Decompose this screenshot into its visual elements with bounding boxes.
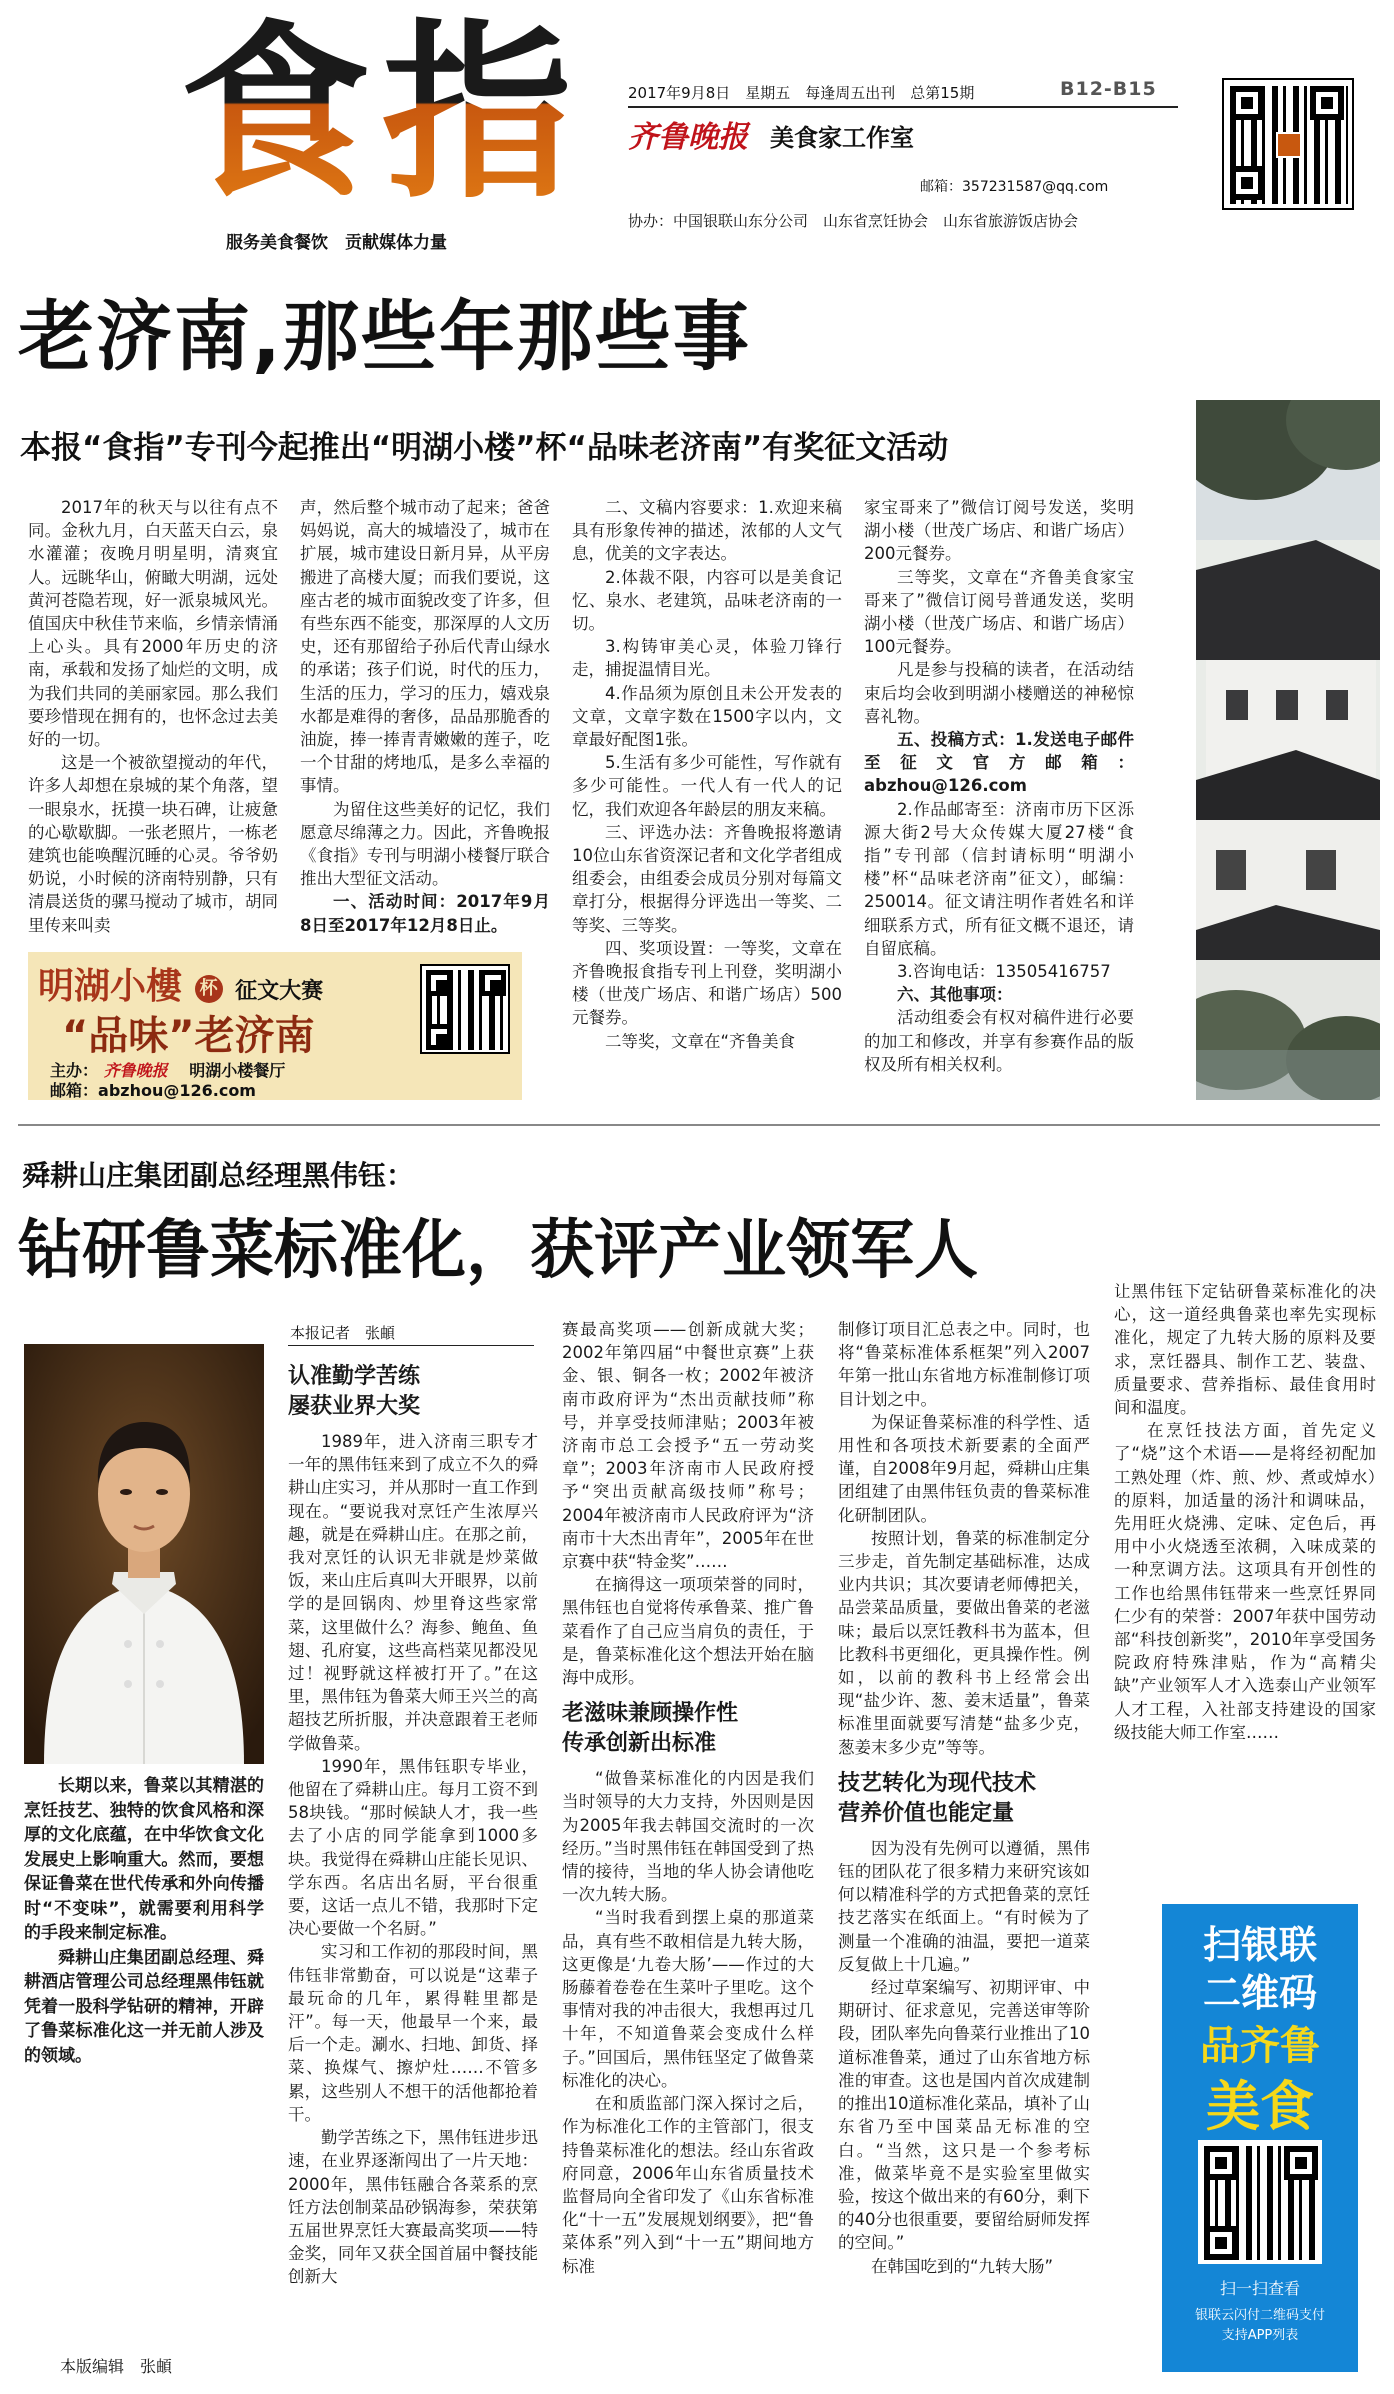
ad-scan-text: 扫一扫查看 [1219,2279,1300,2298]
email-value: 357231587@qq.com [962,179,1109,195]
paragraph: 五、投稿方式：1.发送电子邮件至征文官方邮箱：abzhou@126.com [864,730,1134,796]
logo-text: 食指 [180,1,585,224]
banner-slogan: “品味”老济南 [62,1013,315,1059]
paragraph: 为保证鲁菜标准的科学性、适用性和各项技术新要素的全面严谨，自2008年9月起，舜耕山庄集团组建了由黑伟钰负责的鲁菜标准化研制团队。 [838,1412,1090,1525]
banner-cup: 杯 [195,975,223,1003]
paragraph: 二等奖，文章在“齐鲁美食 [605,1031,796,1051]
banner-host-name: 明湖小楼餐厅 [189,1061,286,1080]
byline-underline [288,1345,534,1346]
banner-contest: 征文大赛 [235,979,324,1004]
paragraph: 5.生活有多少可能性，写作就有多少可能性。一代人有一代人的记忆，我们欢迎各年龄层的朋友来稿。 [572,753,842,819]
paragraph: 家宝哥来了”微信订阅号发送，奖明湖小楼（世茂广场店、和谐广场店）200元餐券。 [864,498,1134,564]
chef-portrait [24,1344,264,1764]
paragraph: 3.咨询电话：13505416757 [897,962,1111,982]
paragraph: “做鲁菜标准化的内因是我们当时领导的大力支持，外因则是因为2005年我去韩国交流时的一次经历。”当时黑伟钰在韩国受到了热情的接待，当地的华人协会请他吃一次九转大肠。 [562,1769,814,1905]
paragraph: 声，然后整个城市动了起来；爸爸妈妈说，高大的城墙没了，城市在扩展，城市建设日新月异，从平房搬进了高楼大厦；而我们要说，这座古老的城市面貌改变了许多，但有些东西不能变，那深厚的人文历史，还有那留给子孙后代青山绿水的承诺；孩子们说，时代的压力，生活的压力，学习的压力，嬉戏泉水都是难得的奢侈，品品那脆香的油旋，捧一捧青青嫩嫩的莲子，吃一个甘甜的烤地瓜，是多么幸福的事情。 [300,498,550,796]
page-editor: 本版编辑 张頔 [60,2357,173,2376]
banner-email-value: abzhou@126.com [98,1081,256,1100]
ad-line3: 品齐鲁 [1200,2023,1320,2069]
paragraph: 3.构铸审美心灵，体验刀锋行走，捕捉温情目光。 [572,637,842,680]
page-code: B12-B15 [1060,78,1157,100]
paragraph: 让黑伟钰下定钻研鲁菜标准化的决心，这一道经典鲁菜也率先实现标准化，规定了九转大肠的原料及要求，烹饪器具、制作工艺、装盘、质量要求、营养指标、最佳食用时间和温度。 [1114,1282,1376,1418]
banner-host-brand: 齐鲁晚报 [103,1061,168,1080]
paragraph: 这是一个被欲望搅动的年代，许多人却想在泉城的某个角落，望一眼泉水，抚摸一块石碑，让疲惫的心歇歇脚。一张老照片，一栋老建筑也能唤醒沉睡的心灵。爷爷奶奶说，小时候的济南特别静，只有清晨送货的骡马搅动了城市，胡同里传来叫卖 [28,753,278,935]
paragraph: 勤学苦练之下，黑伟钰进步迅速，在业界逐渐闯出了一片天地：2000年，黑伟钰融合各菜系的烹饪方法创制菜品砂锅海参，荣获第五届世界烹饪大赛最高奖项——特金奖，同年又获全国首届中餐技能创新大 [288,2128,538,2287]
banner-email [50,1078,256,1100]
paragraph: 按照计划，鲁菜的标准制定分三步走，首先制定基础标准，达成业内共识；其次要请老师傅把关，品尝菜品质量，要做出鲁菜的老滋味；最后以烹饪教科书为蓝本，但比教科书更细化，更具操作性。例如，以前的教科书上经常会出现“盐少许、葱、姜末适量”，鲁菜标准里面就要写清楚“盐多少克，葱姜末多少克”等等。 [838,1528,1090,1757]
paragraph: 在韩国吃到的“九转大肠” [871,2256,1054,2276]
ad-note2: 支持APP列表 [1221,2328,1299,2343]
article1-subhead: 本报“食指”专刊今起推出“明湖小楼”杯“品味老济南”有奖征文活动 [20,430,949,466]
masthead-logo [180,1,600,228]
subheading: 认准勤学苦练 屡获业界大奖 [288,1364,421,1419]
paragraph: 制修订项目汇总表之中。同时，也将“鲁菜标准体系框架”列入2007年第一批山东省地方标准制修订项目计划之中。 [838,1320,1090,1409]
unionpay-ad [1162,1904,1358,2372]
paragraph: 实习和工作初的那段时间，黑伟钰非常勤奋，可以说是“这辈子最玩命的几年，累得鞋里都是汗”。每一天，他最早一个来，最后一个走。涮水、扫地、卸货、择菜、换煤气、擦炉灶……不管多累，这些别人不想干的活他都抢着干。 [288,1942,538,2124]
old-jinan-photo [1196,400,1380,1100]
subheading: 老滋味兼顾操作性 传承创新出标准 [562,1701,739,1757]
paragraph: 2.体裁不限，内容可以是美食记忆、泉水、老建筑，品味老济南的一切。 [572,567,842,634]
article2-col-b [562,1318,814,2382]
paragraph: 长期以来，鲁菜以其精湛的烹饪技艺、独特的饮食风格和深厚的文化底蕴，在中华饮食文化发展史上影响重大。然而，要想保证鲁菜在世代传承和外向传播时“不变味”，就需要利用科学的手段来制定标准。 [24,1776,264,1943]
paragraph: 4.作品须为原创且未公开发表的文章，文章字数在1500字以内，文章最好配图1张。 [572,683,842,750]
article1-col3 [572,496,842,1092]
article2-kicker: 舜耕山庄集团副总经理黑伟钰： [22,1159,415,1192]
studio-name: 美食家工作室 [770,124,914,152]
paragraph: 四、奖项设置：一等奖，文章在齐鲁晚报食指专刊上刊登，奖明湖小楼（世茂广场店、和谐广场店）500元餐券。 [572,938,842,1028]
slogan: 服务美食餐饮 贡献媒体力量 [226,233,447,253]
paragraph: 在烹饪技法方面，首先定义了“烧”这个术语——是将经初配加工熟处理（炸、煎、炒、煮或焯水）的原料，加适量的汤汁和调味品，先用旺火烧沸、定味、定色后，再用中小火烧透至浓稠，入味成菜的一种烹调方法。这项具有开创性的工作也给黑伟钰带来一些烹饪界同仁少有的荣誉：2007年获中国劳动部“科技创新奖”，2010年享受国务院政府特殊津贴，作为“高精尖缺”产业领军人才入选泰山产业领军人才工程，入社部支持建设的国家级技能大师工作室…… [1114,1421,1376,1742]
masthead [0,0,1394,270]
paragraph: 2.作品邮寄至：济南市历下区泺源大街2号大众传媒大厦27楼“食指”专刊部（信封请标明“明湖小楼”杯“品味老济南”征文），邮编：250014。征文请注明作者姓名和详细联系方式，所有征文概不退还，请自留底稿。 [864,799,1134,958]
article1-col1 [28,496,278,936]
email-row [920,176,1108,196]
brand-logo: 齐鲁晚报 [628,120,748,155]
ad-line4: 美食 [1206,2075,1314,2138]
subheading: 技艺转化为现代技术 营养价值也能定量 [838,1770,1037,1826]
date-line: 2017年9月8日 星期五 每逢周五出刊 总第15期 [628,84,975,102]
paragraph: “当时我看到摆上桌的那道菜品，真有些不敢相信是九转大肠，这更像是‘九卷大肠’——作过的大肠藤着卷卷在生菜叶子里吃。这个事情对我的冲击很大，我想再过几十年，不知道鲁菜会变成什么样子。”回国后，黑伟钰坚定了做鲁菜标准化的决心。 [562,1908,814,2090]
article2-headline: 钻研鲁菜标准化，获评产业领军人 [18,1214,978,1288]
article1-col2 [300,496,550,941]
paragraph: 因为没有先例可以遵循，黑伟钰的团队花了很多精力来研究该如何以精准科学的方式把鲁菜的烹饪技艺落实在纸面上。“有时候为了测量一个准确的油温，要把一道菜反复做上十几遍。” [838,1838,1090,1974]
article2-col-d [1114,1280,1376,1860]
paragraph: 1989年，进入济南三职专才一年的黑伟钰来到了成立不久的舜耕山庄实习，并从那时一直工作到现在。“要说我对烹饪产生浓厚兴趣，就是在舜耕山庄。在那之前，我对烹饪的认识无非就是炒菜做饭，来山庄后真叫大开眼界，以前学的是回锅肉、炒里脊这些家常菜，这里做什么？海参、鲍鱼、鱼翅、孔府宴，这些高档菜见都没见过！视野就这样被打开了。”在这里，黑伟钰为鲁菜大师王兴兰的高超技艺所折服，并决意跟着王老师学做鲁菜。 [288,1432,538,1753]
article2-intro [24,1774,264,2094]
paragraph: 舜耕山庄集团副总经理、舜耕酒店管理公司总经理黑伟钰就凭着一股科学钻研的精神，开辟了鲁菜标准化这一并无前人涉及的领域。 [24,1947,264,2066]
paragraph: 在和质监部门深入探讨之后，作为标准化工作的主管部门，很支持鲁菜标准化的想法。经山东省政府同意，2006年山东省质量技术监督局向全省印发了《山东省标准化“十一五”发展规划纲要》，把“鲁菜体系”列入到“十一五”期间地方标准 [562,2094,814,2276]
contest-banner [28,952,522,1100]
masthead-qr-code [1222,78,1354,210]
paragraph: 经过草案编写、初期评审、中期研讨、征求意见，完善送审等阶段，团队率先向鲁菜行业推出了10道标准鲁菜，通过了山东省地方标准的审查。这也是国内首次成建制的推出10道标准化菜品，填补了山东省乃至中国菜品无标准的空白。“当然，这只是一个参考标准，做菜毕竟不是实验室里做实验，按这个做出来的有60分，剩下的40分也很重要，要留给厨师发挥的空间。” [838,1978,1090,2253]
paragraph: 一、活动时间：2017年9月8日至2017年12月8日止。 [300,892,550,935]
paragraph: 赛最高奖项——创新成就大奖；2002年第四届“中餐世京赛”上获金、银、铜各一枚；2002年被济南市政府评为“杰出贡献技师”称号，并享受技师津贴；2003年被济南市总工会授予“五一劳动奖章”；2003年济南市人民政府授予“突出贡献高级技师”称号；2004年被济南市人民政府评为“济南市十大杰出青年”，2005年在世京赛中获“特金奖”…… [562,1320,814,1572]
banner-title-text: 明湖小樓 [38,965,183,1007]
paragraph: 为留住这些美好的记忆，我们愿意尽绵薄之力。因此，齐鲁晚报《食指》专刊与明湖小楼餐厅联合推出大型征文活动。 [300,799,550,889]
byline: 本报记者 张頔 [290,1324,396,1342]
ad-note1: 银联云闪付二维码支付 [1194,2308,1325,2323]
paragraph: 三、评选办法：齐鲁晚报将邀请10位山东省资深记者和文化学者组成组委会，由组委会成员分别对每篇文章打分，根据得分评选出一等奖、二等奖、三等奖。 [572,822,842,935]
ad-qr-code [1198,2140,1322,2264]
article2-col-c [838,1318,1090,2382]
paragraph: 1990年，黑伟钰职专毕业，他留在了舜耕山庄。每月工资不到58块钱。“那时候缺人才，我一些去了小店的同学能拿到1000多块。我觉得在舜耕山庄能长见识、学东西。名店出名厨，平台很重要，这话一点儿不错，我那时下定决心要做一个名厨。” [288,1756,538,1939]
ad-line1: 扫银联 [1202,1923,1317,1967]
masthead-divider [628,106,1178,108]
paragraph: 2017年的秋天与以往有点不同。金秋九月，白天蓝天白云，泉水灌灌；夜晚月明星明，清爽宜人。远眺华山，俯瞰大明湖，远处黄河苍隐若现，好一派泉城风光。值国庆中秋佳节来临，乡情亲情涌上心头。具有2000年历史的济南，承载和发扬了灿烂的文明，成为我们共同的美丽家园。那么我们要珍惜现在拥有的，也怀念过去美好的一切。 [28,498,278,750]
paragraph: 三等奖，文章在“齐鲁美食家宝哥来了”微信订阅号普通发送，奖明湖小楼（世茂广场店、和谐广场店）100元餐券。 [864,567,1134,657]
paragraph: 活动组委会有权对稿件进行必要的加工和修改，并享有参赛作品的版权及所有相关权利。 [864,1008,1134,1074]
banner-qr-code [420,964,510,1054]
article1-headline: 老济南,那些年那些事 [18,292,751,381]
section-divider [18,1124,1380,1126]
banner-title [38,958,323,1009]
article1-col4 [864,496,1134,1092]
banner-email-label: 邮箱： [50,1081,99,1100]
banner-host-label: 主办： [50,1061,99,1080]
paragraph: 六、其他事项： [897,985,1013,1005]
paragraph: 在摘得这一项项荣誉的同时，黑伟钰也自觉将传承鲁菜、推广鲁菜看作了自己应当肩负的责任，于是，鲁菜标准化这个想法开始在脑海中成形。 [562,1575,814,1688]
paragraph: 二、文稿内容要求：1.欢迎来稿具有形象传神的描述，浓郁的人文气息，优美的文字表达。 [572,498,842,564]
paragraph: 凡是参与投稿的读者，在活动结束后均会收到明湖小楼赠送的神秘惊喜礼物。 [864,660,1134,726]
partners: 协办：中国银联山东分公司 山东省烹饪协会 山东省旅游饭店协会 [628,212,1079,230]
article2-col-a [288,1352,538,2382]
ad-line2: 二维码 [1202,1971,1317,2015]
email-label: 邮箱： [920,179,962,195]
